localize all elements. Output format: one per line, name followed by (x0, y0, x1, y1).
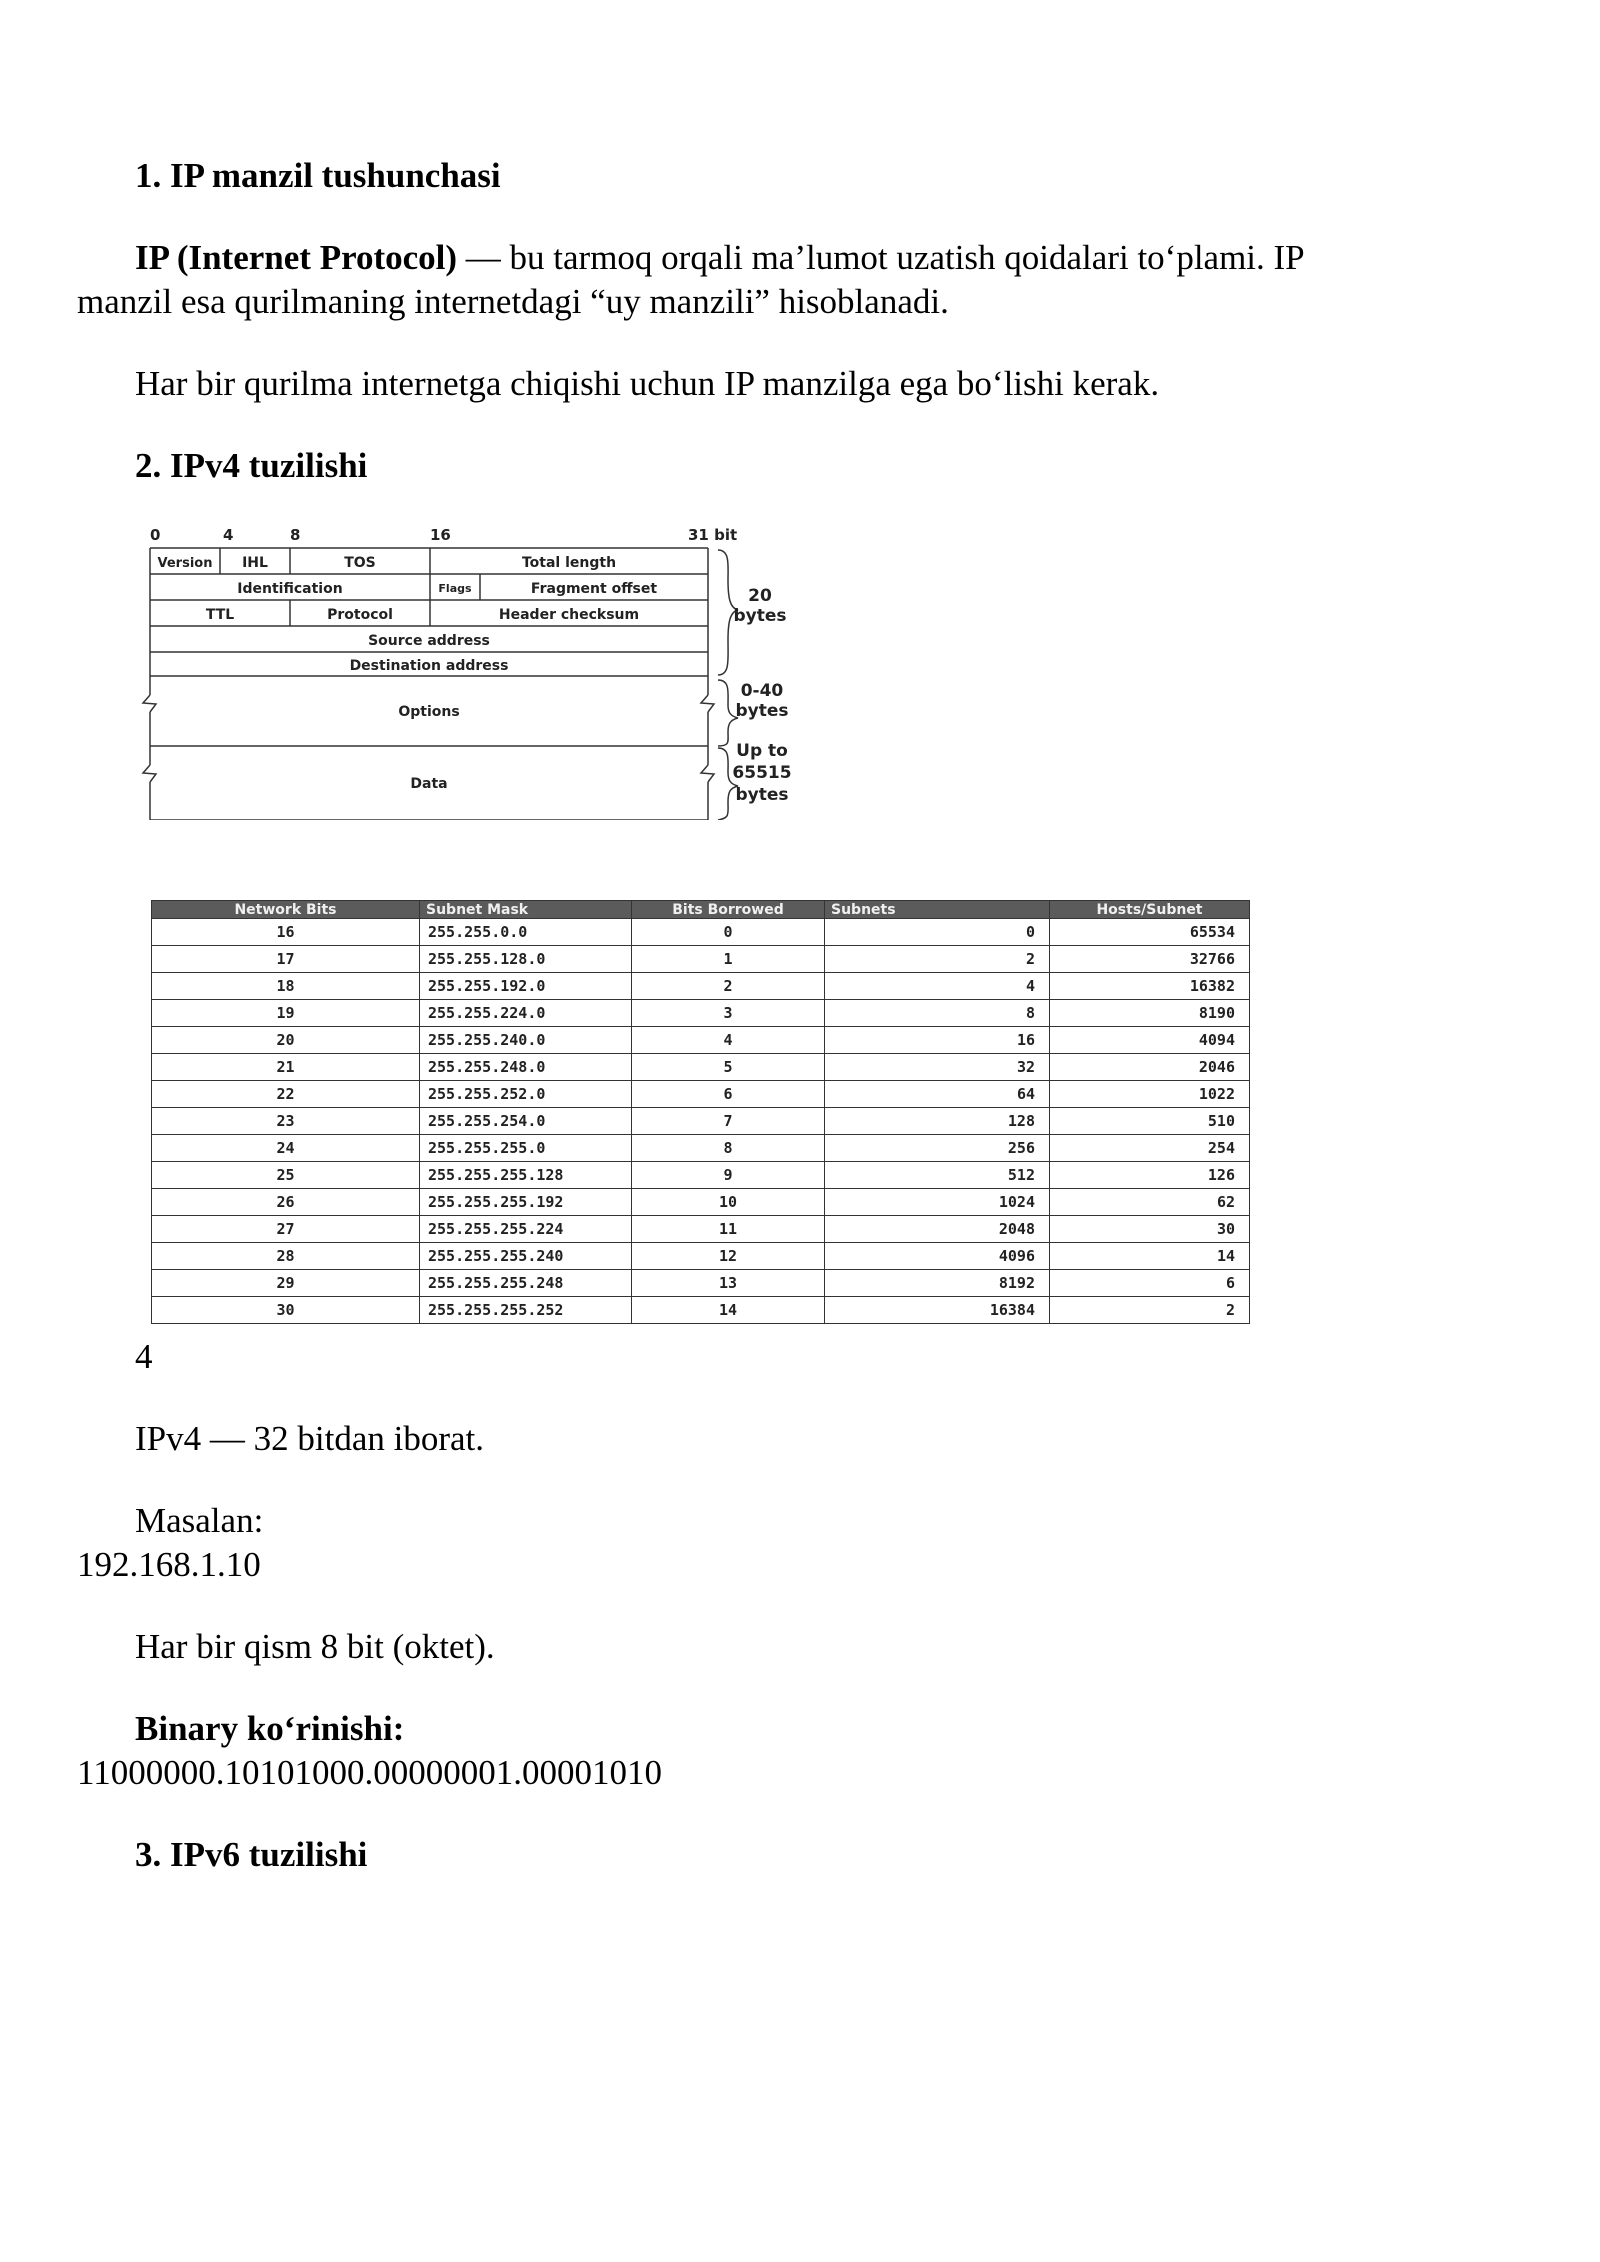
bit-label-0: 0 (150, 526, 161, 544)
subnets-cell: 2 (825, 946, 1050, 973)
hosts-per-subnet-cell: 126 (1050, 1162, 1250, 1189)
subnet-table (151, 900, 1250, 1324)
table-row (152, 1000, 1250, 1027)
figure-number: 4 (135, 1337, 153, 1376)
table-row (152, 1081, 1250, 1108)
binary-label: Binary ko‘rinishi: (135, 1709, 405, 1748)
subnets-cell: 4 (825, 973, 1050, 1000)
network-bits-cell: 16 (152, 919, 420, 946)
table-row (152, 1297, 1250, 1324)
subnet-table-header-row (152, 901, 1250, 919)
subnet-mask-cell: 255.255.255.0 (420, 1135, 632, 1162)
section-3-title: 3. IPv6 tuzilishi (135, 1835, 368, 1874)
subnets-cell: 64 (825, 1081, 1050, 1108)
hosts-per-subnet-cell: 4094 (1050, 1027, 1250, 1054)
bits-borrowed-cell: 3 (632, 1000, 825, 1027)
bits-borrowed-cell: 11 (632, 1216, 825, 1243)
hosts-per-subnet-cell: 6 (1050, 1270, 1250, 1297)
section-2-title: 2. IPv4 tuzilishi (135, 446, 368, 485)
header-hosts-per-subnet: Hosts/Subnet (1050, 901, 1250, 919)
field-source-address: Source address (368, 633, 490, 649)
subnet-mask-cell: 255.255.254.0 (420, 1108, 632, 1135)
hosts-per-subnet-cell: 32766 (1050, 946, 1250, 973)
brace-label-bytes: bytes (735, 785, 789, 805)
bits-borrowed-cell: 8 (632, 1135, 825, 1162)
field-fragment-offset: Fragment offset (530, 581, 658, 597)
ip-term: IP (Internet Protocol) (135, 238, 458, 277)
section-1-paragraph-line-2: manzil esa qurilmaning internetdagi “uy manzili” hisoblanadi. (77, 282, 949, 321)
network-bits-cell: 28 (152, 1243, 420, 1270)
field-ihl: IHL (242, 555, 268, 571)
binary-value: 11000000.10101000.00000001.00001010 (77, 1753, 662, 1792)
bit-label-31: 31 bit (688, 526, 738, 544)
subnets-cell: 256 (825, 1135, 1050, 1162)
subnet-mask-cell: 255.255.128.0 (420, 946, 632, 973)
section-1-paragraph-line-1 (135, 236, 1305, 280)
table-row (152, 1270, 1250, 1297)
bits-borrowed-cell: 7 (632, 1108, 825, 1135)
subnets-cell: 32 (825, 1054, 1050, 1081)
field-identification: Identification (237, 581, 343, 597)
network-bits-cell: 30 (152, 1297, 420, 1324)
subnets-cell: 512 (825, 1162, 1050, 1189)
ipv4-header-diagram (140, 520, 840, 820)
field-flags: Flags (438, 582, 472, 595)
octet-note: Har bir qism 8 bit (oktet). (135, 1627, 495, 1666)
subnet-mask-cell: 255.255.248.0 (420, 1054, 632, 1081)
table-row (152, 1216, 1250, 1243)
bits-borrowed-cell: 9 (632, 1162, 825, 1189)
brace-label-0-40: 0-40 (740, 681, 784, 701)
table-row (152, 919, 1250, 946)
subnet-mask-cell: 255.255.252.0 (420, 1081, 632, 1108)
ipv4-bits-statement: IPv4 — 32 bitdan iborat. (135, 1419, 484, 1458)
section-1-paragraph-2: Har bir qurilma internetga chiqishi uchun IP manzilga ega bo‘lishi kerak. (135, 364, 1160, 403)
brace-label-0-40-bytes: bytes (735, 701, 789, 721)
brace-label-20-bytes: bytes (733, 606, 787, 626)
bits-borrowed-cell: 2 (632, 973, 825, 1000)
table-row (152, 1027, 1250, 1054)
bit-label-8: 8 (290, 526, 301, 544)
subnets-cell: 0 (825, 919, 1050, 946)
subnet-mask-cell: 255.255.192.0 (420, 973, 632, 1000)
subnet-mask-cell: 255.255.0.0 (420, 919, 632, 946)
hosts-per-subnet-cell: 1022 (1050, 1081, 1250, 1108)
subnet-mask-cell: 255.255.240.0 (420, 1027, 632, 1054)
header-bits-borrowed: Bits Borrowed (632, 901, 825, 919)
brace-label-65515: 65515 (732, 763, 792, 783)
field-total-length: Total length (521, 555, 617, 571)
hosts-per-subnet-cell: 254 (1050, 1135, 1250, 1162)
section-1-title: 1. IP manzil tushunchasi (135, 156, 501, 195)
table-row (152, 1108, 1250, 1135)
hosts-per-subnet-cell: 2046 (1050, 1054, 1250, 1081)
hosts-per-subnet-cell: 65534 (1050, 919, 1250, 946)
network-bits-cell: 23 (152, 1108, 420, 1135)
subnet-mask-cell: 255.255.255.192 (420, 1189, 632, 1216)
hosts-per-subnet-cell: 510 (1050, 1108, 1250, 1135)
field-destination-address: Destination address (349, 658, 509, 674)
network-bits-cell: 24 (152, 1135, 420, 1162)
bits-borrowed-cell: 13 (632, 1270, 825, 1297)
field-tos: TOS (344, 555, 376, 571)
field-header-checksum: Header checksum (498, 607, 640, 623)
field-ttl: TTL (205, 607, 235, 623)
bits-borrowed-cell: 0 (632, 919, 825, 946)
ip-definition: — bu tarmoq orqali ma’lumot uzatish qoidalari to‘plami. IP (457, 238, 1305, 277)
subnets-cell: 8 (825, 1000, 1050, 1027)
field-protocol: Protocol (327, 607, 393, 623)
example-label: Masalan: (135, 1501, 264, 1540)
subnets-cell: 16 (825, 1027, 1050, 1054)
bits-borrowed-cell: 10 (632, 1189, 825, 1216)
hosts-per-subnet-cell: 30 (1050, 1216, 1250, 1243)
example-ip-value: 192.168.1.10 (77, 1545, 261, 1584)
table-row (152, 1243, 1250, 1270)
subnet-mask-cell: 255.255.255.252 (420, 1297, 632, 1324)
subnet-mask-cell: 255.255.224.0 (420, 1000, 632, 1027)
bits-borrowed-cell: 4 (632, 1027, 825, 1054)
subnets-cell: 2048 (825, 1216, 1050, 1243)
hosts-per-subnet-cell: 62 (1050, 1189, 1250, 1216)
subnet-mask-cell: 255.255.255.248 (420, 1270, 632, 1297)
table-row (152, 1054, 1250, 1081)
brace-label-20: 20 (748, 586, 772, 606)
bit-label-16: 16 (430, 526, 451, 544)
header-subnets: Subnets (825, 901, 1050, 919)
hosts-per-subnet-cell: 14 (1050, 1243, 1250, 1270)
subnet-mask-cell: 255.255.255.224 (420, 1216, 632, 1243)
subnet-mask-cell: 255.255.255.128 (420, 1162, 632, 1189)
subnets-cell: 16384 (825, 1297, 1050, 1324)
bit-label-4: 4 (223, 526, 234, 544)
table-row (152, 946, 1250, 973)
network-bits-cell: 19 (152, 1000, 420, 1027)
hosts-per-subnet-cell: 2 (1050, 1297, 1250, 1324)
bits-borrowed-cell: 6 (632, 1081, 825, 1108)
table-row (152, 973, 1250, 1000)
network-bits-cell: 18 (152, 973, 420, 1000)
brace-label-up-to: Up to (736, 741, 788, 761)
network-bits-cell: 21 (152, 1054, 420, 1081)
table-row (152, 1135, 1250, 1162)
subnets-cell: 1024 (825, 1189, 1050, 1216)
subnets-cell: 128 (825, 1108, 1050, 1135)
header-subnet-mask: Subnet Mask (420, 901, 632, 919)
bits-borrowed-cell: 5 (632, 1054, 825, 1081)
network-bits-cell: 27 (152, 1216, 420, 1243)
table-row (152, 1189, 1250, 1216)
field-options: Options (398, 704, 460, 720)
network-bits-cell: 20 (152, 1027, 420, 1054)
table-row (152, 1162, 1250, 1189)
header-network-bits: Network Bits (152, 901, 420, 919)
network-bits-cell: 29 (152, 1270, 420, 1297)
field-data: Data (410, 776, 448, 792)
subnet-table-body (152, 919, 1250, 1324)
bits-borrowed-cell: 14 (632, 1297, 825, 1324)
network-bits-cell: 26 (152, 1189, 420, 1216)
field-version: Version (157, 556, 213, 571)
bits-borrowed-cell: 12 (632, 1243, 825, 1270)
subnets-cell: 4096 (825, 1243, 1050, 1270)
network-bits-cell: 22 (152, 1081, 420, 1108)
network-bits-cell: 25 (152, 1162, 420, 1189)
subnets-cell: 8192 (825, 1270, 1050, 1297)
network-bits-cell: 17 (152, 946, 420, 973)
bits-borrowed-cell: 1 (632, 946, 825, 973)
hosts-per-subnet-cell: 8190 (1050, 1000, 1250, 1027)
hosts-per-subnet-cell: 16382 (1050, 973, 1250, 1000)
subnet-mask-cell: 255.255.255.240 (420, 1243, 632, 1270)
